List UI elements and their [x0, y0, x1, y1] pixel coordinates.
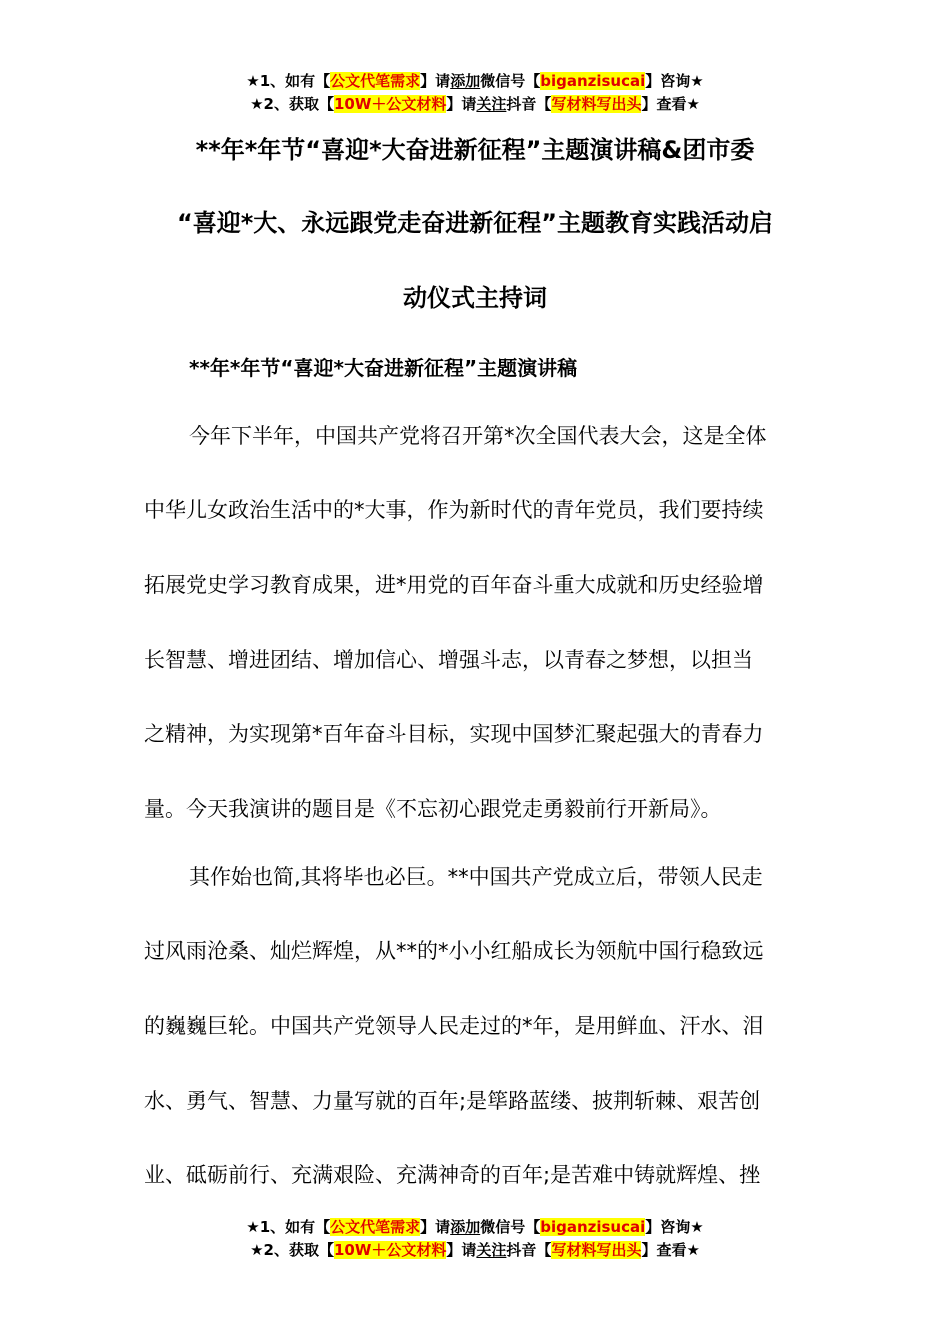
body-line: 拓展党史学习教育成果，进*用党的百年奋斗重大成就和历史经验增 [144, 573, 764, 597]
body-line: 水、勇气、智慧、力量写就的百年;是筚路蓝缕、披荆斩棘、艰苦创 [144, 1089, 761, 1113]
ad-text: 】请 [420, 72, 451, 90]
footer-ad-line-2 [0, 1239, 950, 1262]
ad-highlight: 公文代笔需求 [330, 72, 421, 90]
ad-text: 】请 [420, 1218, 451, 1236]
ad-text: 】请 [446, 1241, 477, 1259]
ad-highlight-douyin-id: 写材料写出头 [551, 1241, 642, 1259]
footer-ad [0, 1216, 950, 1262]
ad-highlight: 10W＋公文材料 [333, 95, 447, 113]
body-line: 的巍巍巨轮。中国共产党领导人民走过的*年，是用鲜血、汗水、泪 [144, 1014, 764, 1038]
document-title-line-1: **年*年节“喜迎*大奋进新征程”主题演讲稿&团市委 [195, 136, 755, 164]
body-line: 中华儿女政治生活中的*大事，作为新时代的青年党员，我们要持续 [144, 498, 764, 522]
ad-underlined: 关注 [476, 95, 507, 113]
body-line: 今年下半年，中国共产党将召开第*次全国代表大会，这是全体 [189, 424, 767, 448]
ad-text: 抖音【 [506, 95, 552, 113]
body-line: 过风雨沧桑、灿烂辉煌，从**的*小小红船成长为领航中国行稳致远 [144, 939, 764, 963]
ad-underlined: 添加 [450, 72, 481, 90]
ad-text: ★2、获取【 [250, 95, 334, 113]
body-line: 之精神，为实现第*百年奋斗目标，实现中国梦汇聚起强大的青春力 [144, 722, 764, 746]
document-title-line-3: 动仪式主持词 [403, 284, 547, 312]
ad-text: 微信号【 [480, 1218, 541, 1236]
ad-highlight-wechat-id: biganzisucai [540, 72, 646, 90]
ad-text: 微信号【 [480, 72, 541, 90]
body-line: 其作始也简,其将毕也必巨。**中国共产党成立后，带领人民走 [189, 865, 763, 889]
ad-text: 】查看★ [641, 1241, 700, 1259]
ad-highlight-wechat-id: biganzisucai [540, 1218, 646, 1236]
ad-underlined: 添加 [450, 1218, 481, 1236]
body-line: 长智慧、增进团结、增加信心、增强斗志，以青春之梦想，以担当 [144, 648, 753, 672]
section-subtitle: **年*年节“喜迎*大奋进新征程”主题演讲稿 [189, 356, 578, 380]
footer-ad-line-1 [0, 1216, 950, 1239]
ad-text: 】查看★ [641, 95, 700, 113]
ad-text: 抖音【 [506, 1241, 552, 1259]
ad-text: ★1、如有【 [246, 72, 331, 90]
ad-underlined: 关注 [476, 1241, 507, 1259]
ad-highlight-douyin-id: 写材料写出头 [551, 95, 642, 113]
body-line: 量。今天我演讲的题目是《不忘初心跟党走勇毅前行开新局》。 [144, 797, 722, 821]
document-title-line-2: “喜迎*大、永远跟党走奋进新征程”主题教育实践活动启 [176, 209, 774, 237]
ad-highlight: 10W＋公文材料 [333, 1241, 447, 1259]
ad-text: ★1、如有【 [246, 1218, 331, 1236]
ad-highlight: 公文代笔需求 [330, 1218, 421, 1236]
header-ad-line-1 [0, 70, 950, 93]
ad-text: 】咨询★ [645, 72, 704, 90]
body-line: 业、砥砺前行、充满艰险、充满神奇的百年;是苦难中铸就辉煌、挫 [144, 1163, 761, 1187]
header-ad [0, 70, 950, 116]
ad-text: 】咨询★ [645, 1218, 704, 1236]
ad-text: 】请 [446, 95, 477, 113]
ad-text: ★2、获取【 [250, 1241, 334, 1259]
